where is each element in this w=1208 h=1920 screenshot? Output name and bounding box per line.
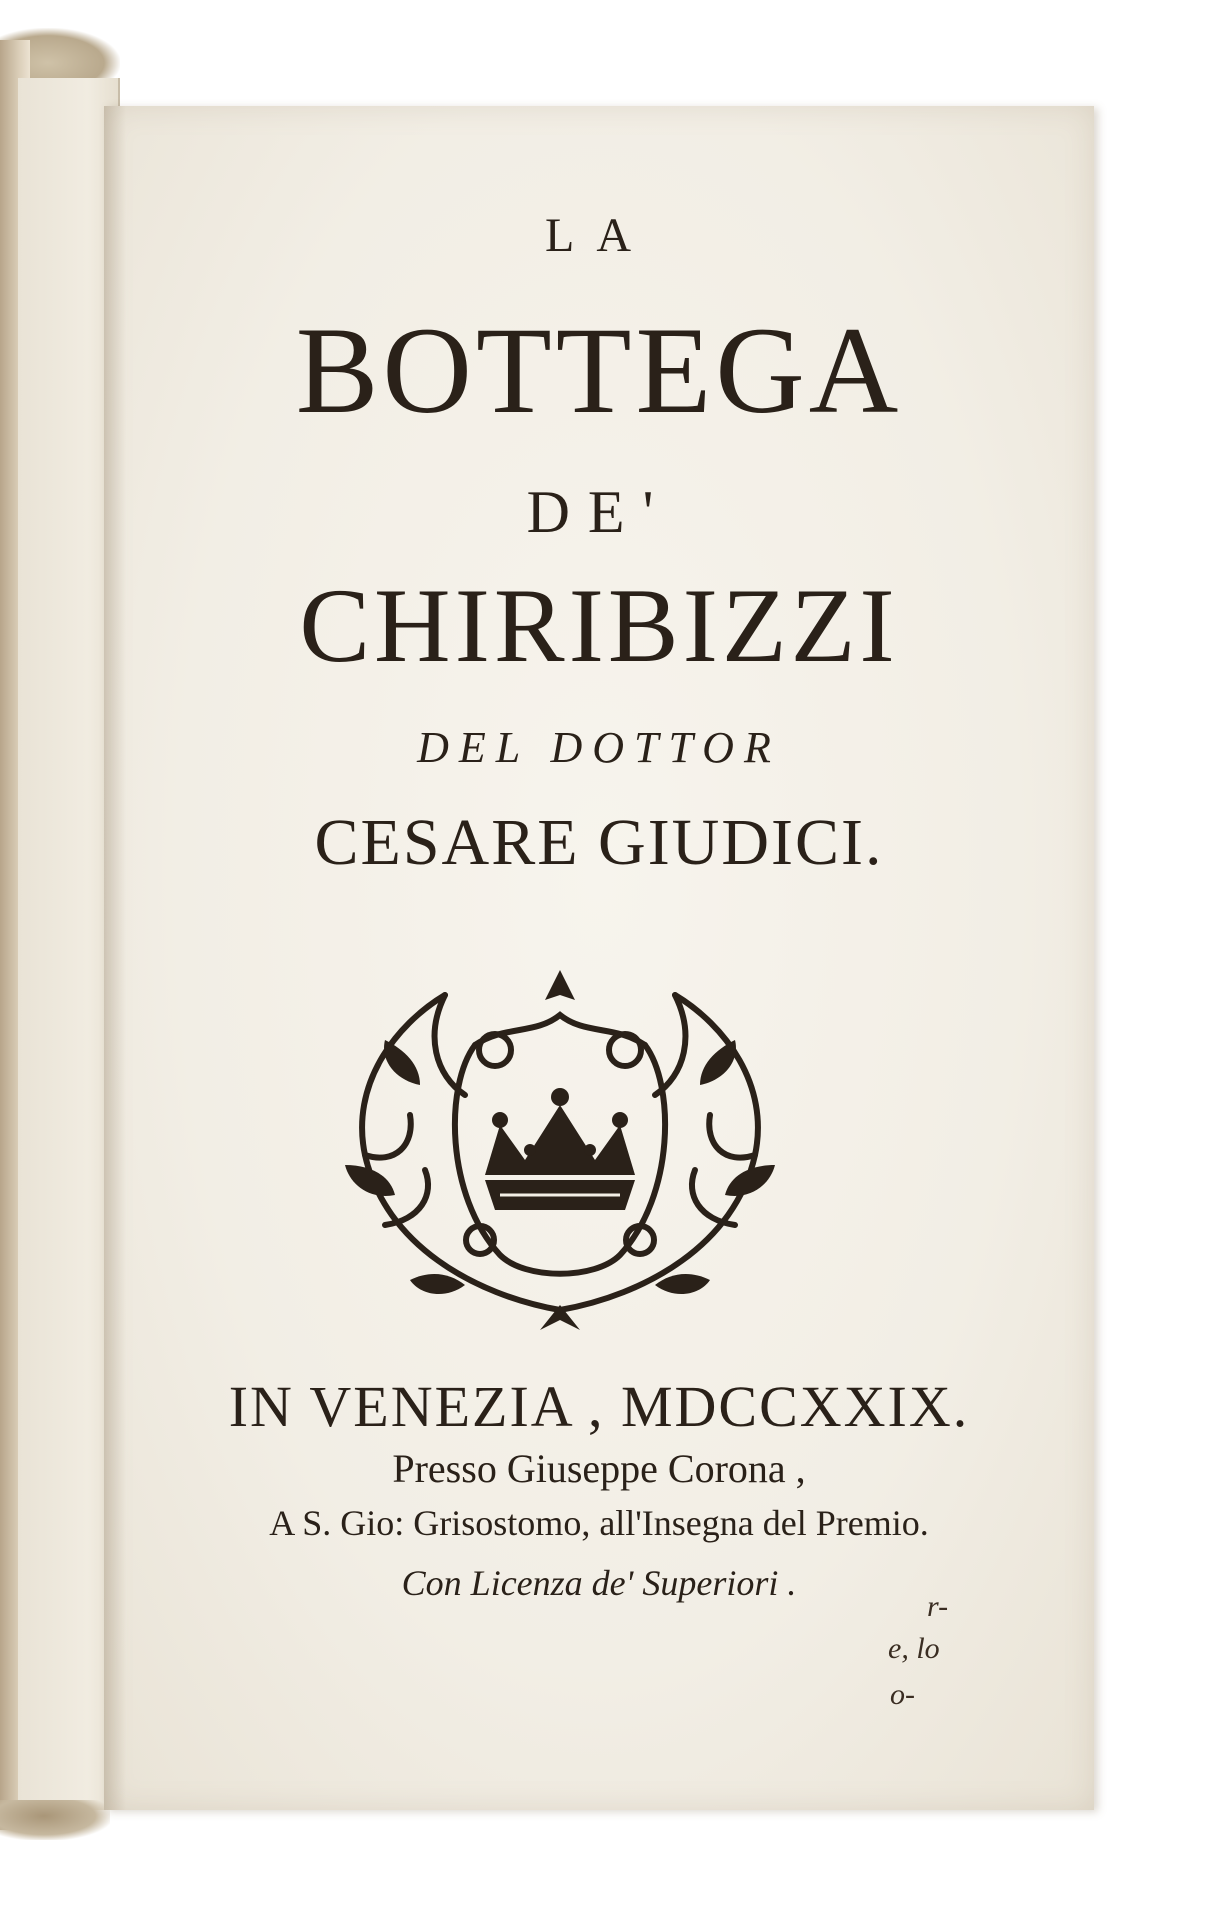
imprint-license: Con Licenza de' Superiori .: [401, 1563, 797, 1603]
title-article: LA: [545, 209, 653, 262]
title-subject: CHIRIBIZZI: [299, 567, 899, 684]
binding-corner-bottom: [0, 1800, 110, 1840]
author-prefix: DEL DOTTOR: [417, 723, 781, 772]
title-main-word: BOTTEGA: [295, 302, 903, 439]
author-name: CESARE GIUDICI.: [314, 806, 884, 879]
marginal-note-2: e, lo: [888, 1632, 940, 1665]
title-preposition: DE': [526, 479, 672, 545]
marginal-note-3: o-: [890, 1678, 915, 1711]
imprint-place-date: IN VENEZIA , MDCCXXIX.: [228, 1374, 970, 1439]
imprint-address: A S. Gio: Grisostomo, all'Insegna del Premio.: [269, 1503, 929, 1543]
imprint-printer: Presso Giuseppe Corona ,: [392, 1446, 806, 1491]
printers-device-crown-icon: [325, 965, 795, 1330]
marginal-note-1: r-: [927, 1590, 949, 1623]
